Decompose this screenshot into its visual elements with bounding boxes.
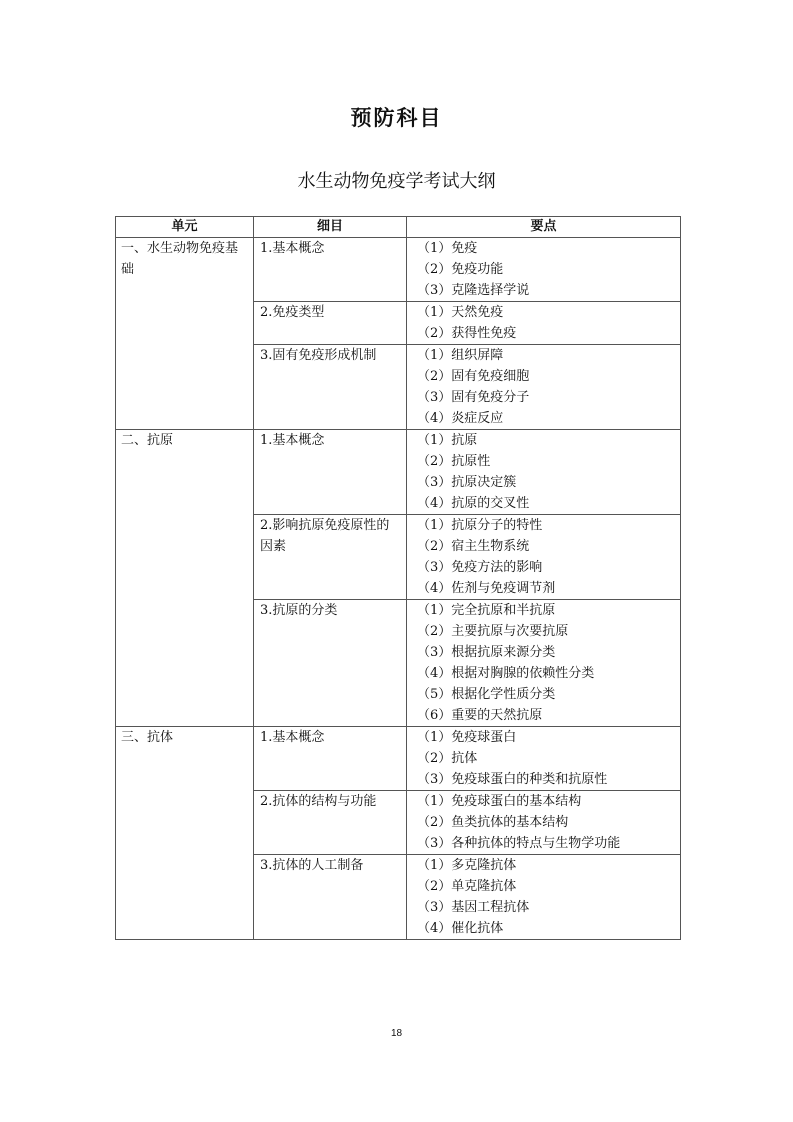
point-item: （1）多克隆抗体 (417, 858, 517, 873)
point-item: （2）鱼类抗体的基本结构 (417, 815, 569, 830)
point-item: （1）免疫球蛋白的基本结构 (417, 794, 582, 809)
point-item: （3）各种抗体的特点与生物学功能 (417, 836, 621, 851)
item-cell: 2.免疫类型 (254, 302, 407, 345)
point-item: （3）固有免疫分子 (417, 390, 530, 405)
table-row (116, 238, 681, 302)
points-cell (407, 515, 681, 600)
point-item: （4）佐剂与免疫调节剂 (417, 581, 556, 596)
item-cell: 3.固有免疫形成机制 (254, 345, 407, 430)
points-cell (407, 791, 681, 855)
point-item: （1）抗原分子的特性 (417, 518, 543, 533)
points-cell (407, 345, 681, 430)
point-item: （3）免疫球蛋白的种类和抗原性 (417, 772, 608, 787)
point-item: （2）抗体 (417, 751, 478, 766)
points-cell (407, 238, 681, 302)
item-cell: 1.基本概念 (254, 430, 407, 515)
unit-cell: 三、抗体 (116, 727, 254, 940)
point-item: （2）抗原性 (417, 454, 491, 469)
points-cell (407, 855, 681, 940)
table-header-row (116, 217, 681, 238)
point-item: （4）催化抗体 (417, 921, 504, 936)
header-points: 要点 (407, 217, 681, 238)
point-item: （6）重要的天然抗原 (417, 708, 543, 723)
points-cell (407, 430, 681, 515)
point-item: （3）免疫方法的影响 (417, 560, 543, 575)
item-cell: 2.抗体的结构与功能 (254, 791, 407, 855)
point-item: （2）宿主生物系统 (417, 539, 530, 554)
point-item: （1）组织屏障 (417, 348, 504, 363)
point-item: （1）抗原 (417, 433, 478, 448)
point-item: （1）免疫球蛋白 (417, 730, 517, 745)
point-item: （4）根据对胸腺的依赖性分类 (417, 666, 595, 681)
point-item: （2）免疫功能 (417, 262, 504, 277)
point-item: （1）天然免疫 (417, 305, 504, 320)
point-item: （4）抗原的交叉性 (417, 496, 530, 511)
header-unit: 单元 (116, 217, 254, 238)
document-subtitle: 水生动物免疫学考试大纲 (297, 171, 496, 192)
item-cell: 1.基本概念 (254, 727, 407, 791)
point-item: （3）根据抗原来源分类 (417, 645, 556, 660)
table-row (116, 430, 681, 515)
item-cell: 2.影响抗原免疫原性的因素 (254, 515, 407, 600)
point-item: （3）克隆选择学说 (417, 283, 530, 298)
item-cell: 3.抗原的分类 (254, 600, 407, 727)
point-item: （5）根据化学性质分类 (417, 687, 556, 702)
point-item: （1）完全抗原和半抗原 (417, 603, 556, 618)
syllabus-table (115, 216, 681, 940)
point-item: （4）炎症反应 (417, 411, 504, 426)
points-cell (407, 727, 681, 791)
item-cell: 3.抗体的人工制备 (254, 855, 407, 940)
table-row (116, 727, 681, 791)
unit-cell: 二、抗原 (116, 430, 254, 727)
points-cell (407, 600, 681, 727)
header-item: 细目 (254, 217, 407, 238)
point-item: （2）单克隆抗体 (417, 879, 517, 894)
page-number: 18 (390, 1028, 403, 1039)
point-item: （2）主要抗原与次要抗原 (417, 624, 569, 639)
point-item: （2）获得性免疫 (417, 326, 517, 341)
page-title: 预防科目 (350, 106, 443, 130)
points-cell (407, 302, 681, 345)
point-item: （3）基因工程抗体 (417, 900, 530, 915)
point-item: （2）固有免疫细胞 (417, 369, 530, 384)
item-cell: 1.基本概念 (254, 238, 407, 302)
unit-cell: 一、水生动物免疫基础 (116, 238, 254, 430)
point-item: （3）抗原决定簇 (417, 475, 517, 490)
point-item: （1）免疫 (417, 241, 478, 256)
